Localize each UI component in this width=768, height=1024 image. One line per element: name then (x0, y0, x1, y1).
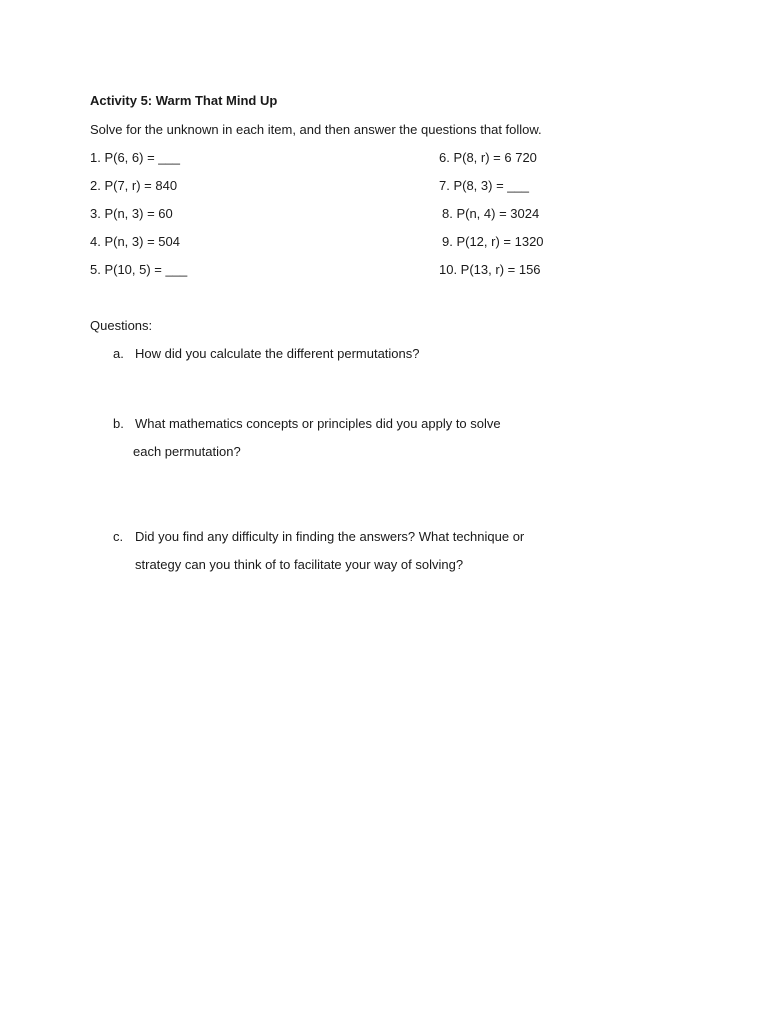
question-a-marker: a. (113, 346, 124, 361)
question-c-text-line-1: Did you find any difficulty in finding the answers? What technique or (135, 529, 525, 544)
question-b-text-line-2: each permutation? (133, 444, 241, 459)
item-6: 6. P(8, r) = 6 720 (439, 150, 537, 165)
item-1: 1. P(6, 6) = ___ (90, 150, 180, 165)
question-b-marker: b. (113, 416, 124, 431)
item-7: 7. P(8, 3) = ___ (439, 178, 529, 193)
question-b-text-line-1: What mathematics concepts or principles did you apply to solve (135, 416, 501, 431)
item-2: 2. P(7, r) = 840 (90, 178, 178, 193)
item-10: 10. P(13, r) = 156 (439, 262, 541, 277)
item-5: 5. P(10, 5) = ___ (90, 262, 188, 277)
activity-title: Activity 5: Warm That Mind Up (90, 93, 278, 108)
item-4: 4. P(n, 3) = 504 (90, 234, 180, 249)
question-a-text: How did you calculate the different permutations? (135, 346, 420, 361)
item-8: 8. P(n, 4) = 3024 (442, 206, 540, 221)
item-9: 9. P(12, r) = 1320 (442, 234, 544, 249)
instructions-text: Solve for the unknown in each item, and then answer the questions that follow. (90, 122, 542, 137)
item-3: 3. P(n, 3) = 60 (90, 206, 173, 221)
questions-heading: Questions: (90, 318, 153, 333)
question-c-marker: c. (113, 529, 124, 544)
question-c-text-line-2: strategy can you think of to facilitate your way of solving? (135, 557, 464, 572)
